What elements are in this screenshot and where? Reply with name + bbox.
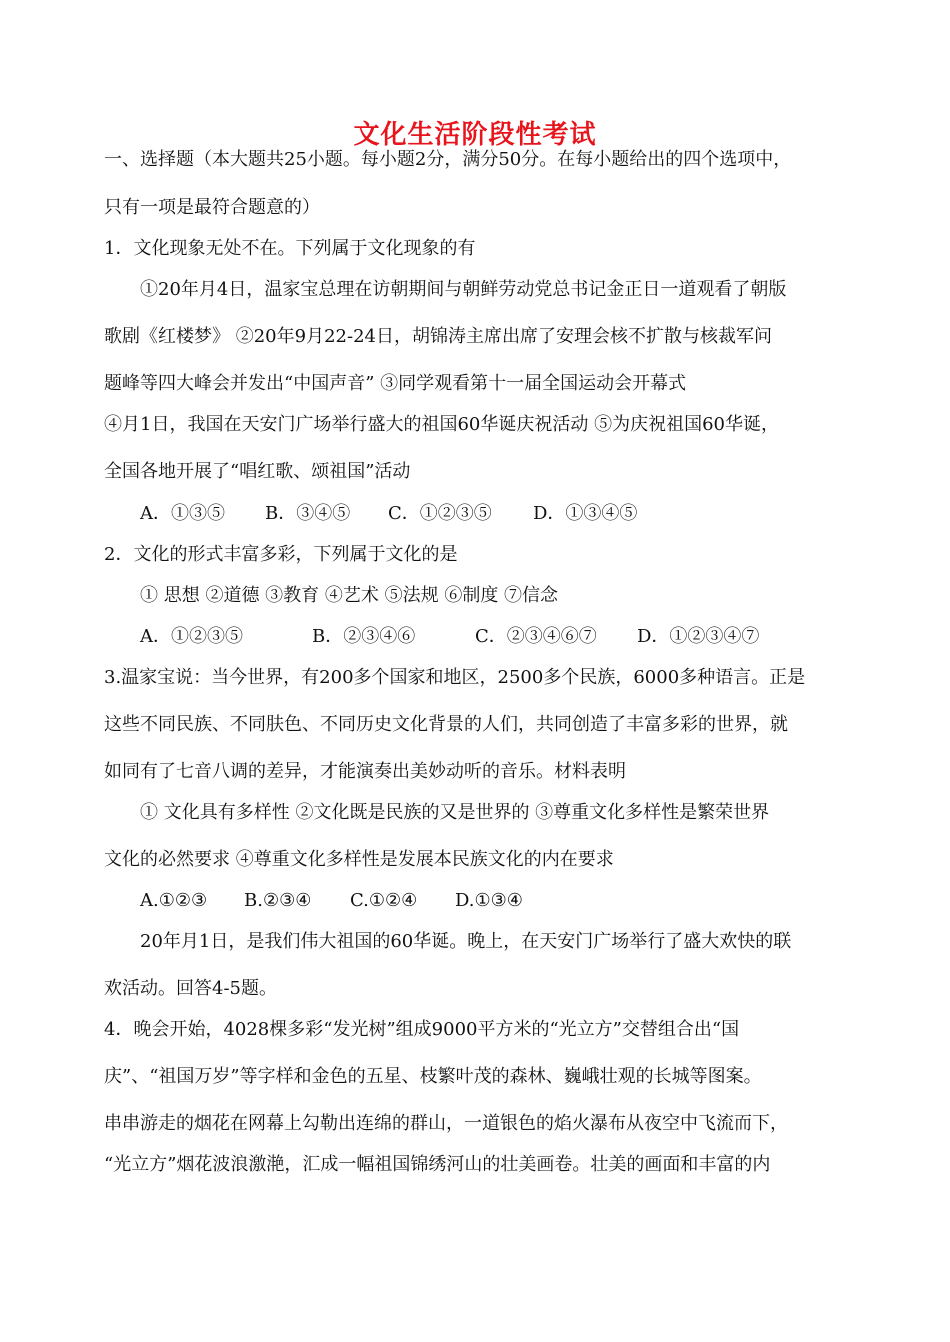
q2-option-a: A．①②③⑤ [140, 626, 243, 647]
q2-items: ① 思想 ②道德 ③教育 ④艺术 ⑤法规 ⑥制度 ⑦信念 [140, 585, 559, 606]
q1-option-c: C．①②③⑤ [388, 503, 492, 524]
q3-items: ① 文化具有多样性 ②文化既是民族的又是世界的 ③尊重文化多样性是繁荣世界 [140, 802, 770, 823]
q4-line: 4．晚会开始，4028棵多彩“发光树”组成9000平方米的“光立方”交替组合出“国 [104, 1019, 740, 1040]
q4-line: 庆”、“祖国万岁”等字样和金色的五星、枝繁叶茂的森林、巍峨壮观的长城等图案。 [104, 1066, 762, 1087]
exam-title: 文化生活阶段性考试 [353, 120, 597, 150]
material-intro-cont: 欢活动。回答4-5题。 [104, 978, 277, 999]
q4-line: 串串游走的烟花在网幕上勾勒出连绵的群山，一道银色的焰火瀑布从夜空中飞流而下， [104, 1113, 788, 1134]
q3-option-b: B.②③④ [244, 890, 312, 911]
q1-line: ④月1日，我国在天安门广场举行盛大的祖国60华诞庆祝活动 ⑤为庆祝祖国60华诞， [104, 414, 779, 435]
section-instruction: 一、选择题（本大题共25小题。每小题2分，满分50分。在每小题给出的四个选项中， [104, 149, 792, 170]
q1-stem: 1．文化现象无处不在。下列属于文化现象的有 [104, 238, 476, 259]
q2-option-d: D．①②③④⑦ [637, 626, 760, 647]
q3-line: 3.温家宝说：当今世界，有200多个国家和地区，2500多个民族，6000多种语言。正是 [104, 667, 806, 688]
q1-line: 全国各地开展了“唱红歌、颂祖国”活动 [104, 461, 411, 482]
q1-line: ①20年月4日，温家宝总理在访朝期间与朝鲜劳动党总书记金正日一道观看了朝版 [140, 279, 787, 300]
section-instruction-cont: 只有一项是最符合题意的） [104, 197, 320, 218]
q3-items-cont: 文化的必然要求 ④尊重文化多样性是发展本民族文化的内在要求 [104, 849, 614, 870]
q3-line: 这些不同民族、不同肤色、不同历史文化背景的人们，共同创造了丰富多彩的世界，就 [104, 714, 788, 735]
q2-option-b: B．②③④⑥ [312, 626, 416, 647]
q4-line: “光立方”烟花波浪激滟，汇成一幅祖国锦绣河山的壮美画卷。壮美的画面和丰富的内 [104, 1154, 771, 1175]
q3-option-d: D.①③④ [455, 890, 523, 911]
q3-option-a: A.①②③ [140, 890, 208, 911]
q1-line: 题峰等四大峰会并发出“中国声音” ③同学观看第十一届全国运动会开幕式 [104, 373, 687, 394]
q1-option-b: B．③④⑤ [265, 503, 351, 524]
q1-option-d: D．①③④⑤ [533, 503, 638, 524]
q2-stem: 2．文化的形式丰富多彩，下列属于文化的是 [104, 544, 458, 565]
q1-option-a: A．①③⑤ [140, 503, 225, 524]
q1-line: 歌剧《红楼梦》 ②20年9月22-24日，胡锦涛主席出席了安理会核不扩散与核裁军问 [104, 326, 772, 347]
material-intro: 20年月1日，是我们伟大祖国的60华诞。晚上，在天安门广场举行了盛大欢快的联 [140, 931, 792, 952]
q3-line: 如同有了七音八调的差异，才能演奏出美妙动听的音乐。材料表明 [104, 761, 626, 782]
q2-option-c: C．②③④⑥⑦ [475, 626, 597, 647]
q3-option-c: C.①②④ [350, 890, 418, 911]
